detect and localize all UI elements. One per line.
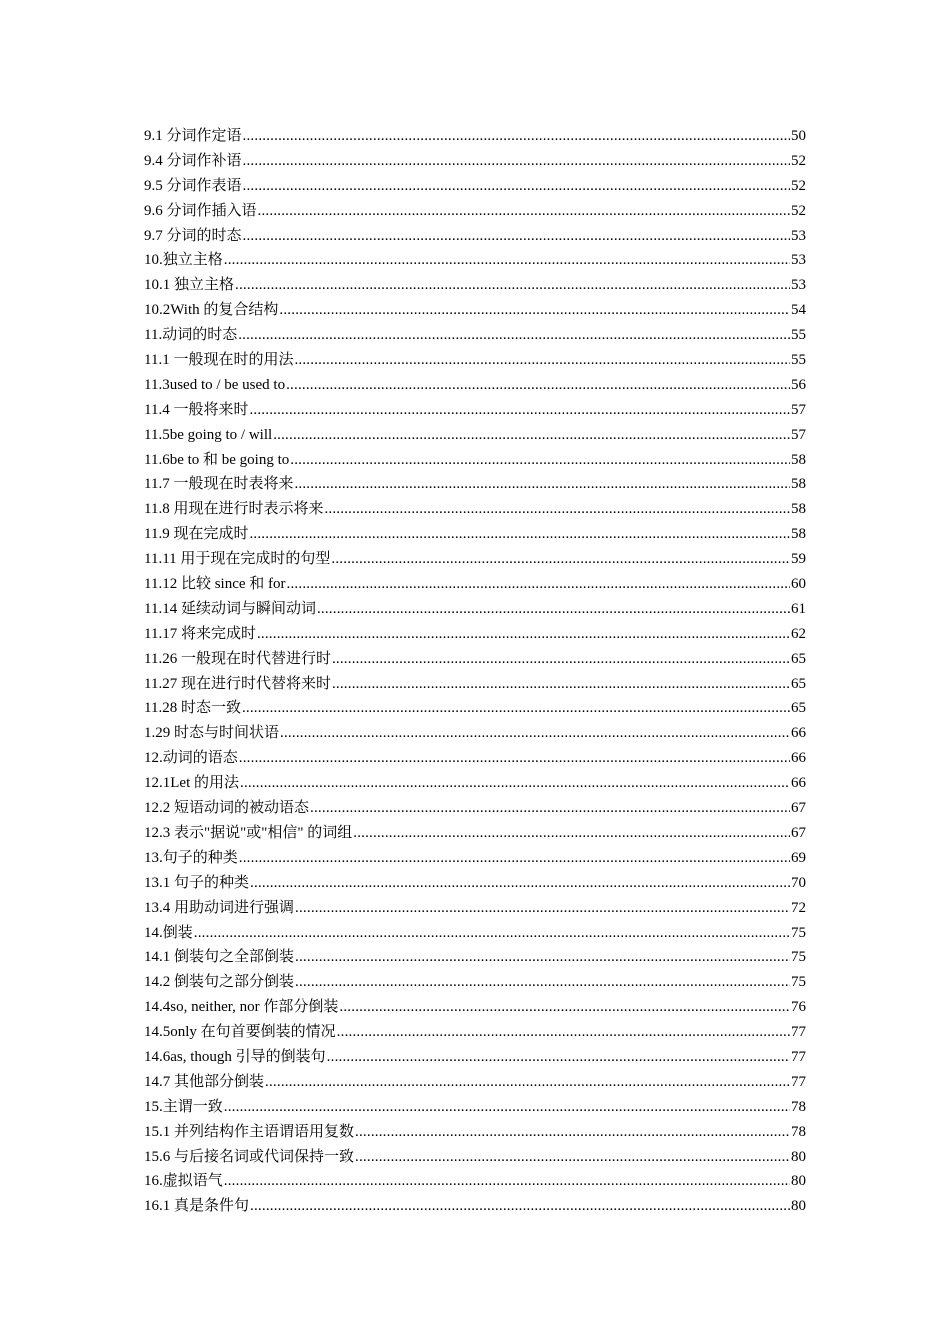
- toc-dot-leader: [337, 1020, 790, 1045]
- toc-entry[interactable]: [144, 124, 806, 149]
- toc-entry-title: 14.6as, though 引导的倒装句: [144, 1048, 326, 1065]
- toc-entry-page-number: 60: [791, 576, 806, 593]
- toc-dot-leader: [243, 149, 790, 174]
- toc-entry[interactable]: [144, 1145, 806, 1170]
- toc-entry[interactable]: [144, 696, 806, 721]
- toc-entry-title: 14.4so, neither, nor 作部分倒装: [144, 999, 339, 1016]
- toc-entry-page-number: 59: [791, 551, 806, 568]
- toc-dot-leader: [243, 224, 790, 249]
- toc-dot-leader: [286, 373, 790, 398]
- toc-entry-page-number: 52: [791, 152, 806, 169]
- toc-entry-page-number: 65: [791, 650, 806, 667]
- toc-dot-leader: [294, 472, 790, 497]
- toc-entry-title: 11.28 时态一致: [144, 700, 241, 717]
- toc-entry[interactable]: [144, 199, 806, 224]
- toc-entry-title: 15.6 与后接名词或代词保持一致: [144, 1148, 355, 1165]
- toc-entry[interactable]: [144, 1194, 806, 1219]
- toc-entry[interactable]: [144, 273, 806, 298]
- toc-entry-title: 13.1 句子的种类: [144, 874, 250, 891]
- toc-entry[interactable]: [144, 1120, 806, 1145]
- toc-entry-page-number: 66: [791, 750, 806, 767]
- toc-entry-title: 9.5 分词作表语: [144, 177, 242, 194]
- toc-entry-page-number: 80: [791, 1198, 806, 1215]
- toc-entry[interactable]: [144, 771, 806, 796]
- toc-entry-title: 12.3 表示"据说"或"相信" 的词组: [144, 824, 353, 841]
- toc-entry[interactable]: [144, 1095, 806, 1120]
- toc-entry-title: 15.1 并列结构作主语谓语用复数: [144, 1123, 355, 1140]
- toc-entry-page-number: 78: [791, 1098, 806, 1115]
- toc-entry[interactable]: [144, 796, 806, 821]
- toc-entry-title: 13.句子的种类: [144, 849, 238, 866]
- toc-entry[interactable]: [144, 224, 806, 249]
- toc-entry[interactable]: [144, 149, 806, 174]
- toc-entry-page-number: 53: [791, 227, 806, 244]
- toc-entry-page-number: 58: [791, 476, 806, 493]
- toc-dot-leader: [239, 846, 790, 871]
- toc-entry-page-number: 77: [791, 1024, 806, 1041]
- toc-entry-page-number: 80: [791, 1173, 806, 1190]
- toc-entry-page-number: 80: [791, 1148, 806, 1165]
- toc-entry-title: 14.倒装: [144, 924, 193, 941]
- toc-dot-leader: [310, 796, 790, 821]
- toc-entry[interactable]: [144, 323, 806, 348]
- toc-entry-page-number: 52: [791, 202, 806, 219]
- toc-entry-title: 12.1Let 的用法: [144, 775, 239, 792]
- toc-entry[interactable]: [144, 945, 806, 970]
- toc-entry-title: 11.3used to / be used to: [144, 376, 286, 393]
- toc-entry-title: 11.6be to 和 be going to: [144, 451, 290, 468]
- toc-entry-title: 11.12 比较 since 和 for: [144, 576, 286, 593]
- toc-entry[interactable]: [144, 896, 806, 921]
- toc-entry-title: 14.5only 在句首要倒装的情况: [144, 1024, 336, 1041]
- toc-entry-title: 11.26 一般现在时代替进行时: [144, 650, 331, 667]
- toc-dot-leader: [355, 1145, 790, 1170]
- toc-entry[interactable]: [144, 746, 806, 771]
- toc-entry-page-number: 56: [791, 376, 806, 393]
- toc-entry-page-number: 75: [791, 974, 806, 991]
- toc-entry[interactable]: [144, 448, 806, 473]
- toc-entry-title: 10.独立主格: [144, 252, 223, 269]
- toc-entry-page-number: 62: [791, 625, 806, 642]
- toc-entry[interactable]: [144, 1169, 806, 1194]
- toc-entry[interactable]: [144, 821, 806, 846]
- toc-entry-title: 11.1 一般现在时的用法: [144, 352, 294, 369]
- toc-entry-title: 1.29 时态与时间状语: [144, 725, 280, 742]
- toc-entry-page-number: 57: [791, 401, 806, 418]
- toc-entry-page-number: 50: [791, 128, 806, 144]
- toc-entry-page-number: 66: [791, 725, 806, 742]
- toc-entry[interactable]: [144, 398, 806, 423]
- toc-entry[interactable]: [144, 846, 806, 871]
- toc-entry-title: 9.7 分词的时态: [144, 227, 242, 244]
- toc-entry-page-number: 75: [791, 949, 806, 966]
- toc-entry-title: 11.7 一般现在时表将来: [144, 476, 294, 493]
- toc-dot-leader: [327, 1045, 790, 1070]
- toc-entry[interactable]: [144, 721, 806, 746]
- toc-entry[interactable]: [144, 1045, 806, 1070]
- toc-dot-leader: [339, 995, 790, 1020]
- toc-entry-title: 16.1 真是条件句: [144, 1198, 250, 1215]
- toc-dot-leader: [242, 696, 790, 721]
- toc-dot-leader: [295, 896, 790, 921]
- toc-dot-leader: [294, 348, 790, 373]
- toc-dot-leader: [273, 423, 790, 448]
- toc-entry[interactable]: [144, 497, 806, 522]
- toc-entry-title: 11.9 现在完成时: [144, 526, 249, 543]
- toc-entry-title: 12.动词的语态: [144, 750, 238, 767]
- toc-entry-page-number: 67: [791, 800, 806, 817]
- toc-entry[interactable]: [144, 522, 806, 547]
- toc-entry[interactable]: [144, 298, 806, 323]
- toc-entry-title: 12.2 短语动词的被动语态: [144, 800, 310, 817]
- toc-entry[interactable]: [144, 373, 806, 398]
- toc-dot-leader: [280, 721, 790, 746]
- toc-entry-title: 14.2 倒装句之部分倒装: [144, 974, 295, 991]
- toc-dot-leader: [295, 945, 790, 970]
- toc-entry-page-number: 70: [791, 874, 806, 891]
- toc-dot-leader: [332, 647, 790, 672]
- toc-entry-page-number: 77: [791, 1073, 806, 1090]
- toc-entry[interactable]: [144, 248, 806, 273]
- toc-entry-title: 11.5be going to / will: [144, 426, 273, 443]
- toc-entry-page-number: 53: [791, 277, 806, 294]
- toc-entry-page-number: 55: [791, 352, 806, 369]
- toc-entry-title: 14.7 其他部分倒装: [144, 1073, 265, 1090]
- toc-dot-leader: [243, 124, 790, 149]
- toc-entry-page-number: 54: [791, 302, 806, 319]
- toc-entry-title: 15.主谓一致: [144, 1098, 223, 1115]
- toc-entry-page-number: 58: [791, 501, 806, 518]
- toc-dot-leader: [250, 871, 790, 896]
- toc-dot-leader: [240, 771, 790, 796]
- toc-dot-leader: [331, 547, 790, 572]
- toc-entry-page-number: 55: [791, 327, 806, 344]
- toc-entry[interactable]: [144, 174, 806, 199]
- table-of-contents: [144, 124, 806, 1219]
- toc-entry-title: 11.27 现在进行时代替将来时: [144, 675, 331, 692]
- toc-entry-page-number: 65: [791, 700, 806, 717]
- toc-entry[interactable]: [144, 622, 806, 647]
- toc-dot-leader: [243, 174, 790, 199]
- toc-dot-leader: [224, 1169, 790, 1194]
- toc-entry[interactable]: [144, 348, 806, 373]
- toc-entry[interactable]: [144, 597, 806, 622]
- toc-entry-page-number: 72: [791, 899, 806, 916]
- toc-entry[interactable]: [144, 647, 806, 672]
- toc-entry-page-number: 61: [791, 600, 806, 617]
- toc-entry-title: 14.1 倒装句之全部倒装: [144, 949, 295, 966]
- toc-dot-leader: [317, 597, 790, 622]
- toc-entry[interactable]: [144, 1070, 806, 1095]
- toc-dot-leader: [257, 622, 790, 647]
- toc-dot-leader: [235, 273, 790, 298]
- toc-entry-page-number: 69: [791, 849, 806, 866]
- toc-entry-title: 9.1 分词作定语: [144, 128, 242, 144]
- toc-entry-title: 13.4 用助动词进行强调: [144, 899, 295, 916]
- toc-entry-title: 11.17 将来完成时: [144, 625, 256, 642]
- toc-dot-leader: [194, 921, 790, 946]
- toc-dot-leader: [224, 1095, 790, 1120]
- toc-entry[interactable]: [144, 423, 806, 448]
- toc-entry-page-number: 75: [791, 924, 806, 941]
- toc-entry-page-number: 58: [791, 451, 806, 468]
- toc-entry-page-number: 77: [791, 1048, 806, 1065]
- toc-entry-title: 11.11 用于现在完成时的句型: [144, 551, 331, 568]
- toc-entry-title: 16.虚拟语气: [144, 1173, 223, 1190]
- toc-dot-leader: [258, 199, 790, 224]
- toc-entry-page-number: 66: [791, 775, 806, 792]
- toc-entry-title: 11.动词的时态: [144, 327, 238, 344]
- toc-entry-page-number: 57: [791, 426, 806, 443]
- toc-dot-leader: [353, 821, 790, 846]
- toc-dot-leader: [238, 323, 790, 348]
- toc-dot-leader: [295, 970, 790, 995]
- toc-entry-title: 9.6 分词作插入语: [144, 202, 257, 219]
- toc-entry[interactable]: [144, 995, 806, 1020]
- toc-entry-page-number: 58: [791, 526, 806, 543]
- toc-dot-leader: [224, 248, 790, 273]
- toc-entry[interactable]: [144, 672, 806, 697]
- toc-entry[interactable]: [144, 472, 806, 497]
- toc-entry[interactable]: [144, 547, 806, 572]
- toc-entry-page-number: 52: [791, 177, 806, 194]
- toc-entry[interactable]: [144, 970, 806, 995]
- toc-entry-page-number: 76: [791, 999, 806, 1016]
- toc-dot-leader: [239, 746, 790, 771]
- toc-entry-page-number: 65: [791, 675, 806, 692]
- toc-entry-title: 11.8 用现在进行时表示将来: [144, 501, 324, 518]
- toc-dot-leader: [249, 398, 790, 423]
- toc-entry-page-number: 67: [791, 824, 806, 841]
- toc-dot-leader: [250, 1194, 790, 1219]
- toc-entry-title: 9.4 分词作补语: [144, 152, 242, 169]
- toc-entry-title: 11.4 一般将来时: [144, 401, 249, 418]
- toc-dot-leader: [355, 1120, 790, 1145]
- toc-dot-leader: [290, 448, 790, 473]
- toc-entry[interactable]: [144, 572, 806, 597]
- toc-entry-page-number: 53: [791, 252, 806, 269]
- toc-entry-page-number: 78: [791, 1123, 806, 1140]
- toc-dot-leader: [249, 522, 790, 547]
- toc-entry-title: 10.2With 的复合结构: [144, 302, 279, 319]
- toc-entry[interactable]: [144, 1020, 806, 1045]
- toc-dot-leader: [279, 298, 790, 323]
- toc-entry-title: 10.1 独立主格: [144, 277, 235, 294]
- toc-dot-leader: [265, 1070, 790, 1095]
- toc-entry-title: 11.14 延续动词与瞬间动词: [144, 600, 316, 617]
- toc-dot-leader: [332, 672, 790, 697]
- toc-dot-leader: [287, 572, 790, 597]
- toc-entry[interactable]: [144, 871, 806, 896]
- toc-dot-leader: [324, 497, 790, 522]
- toc-entry[interactable]: [144, 921, 806, 946]
